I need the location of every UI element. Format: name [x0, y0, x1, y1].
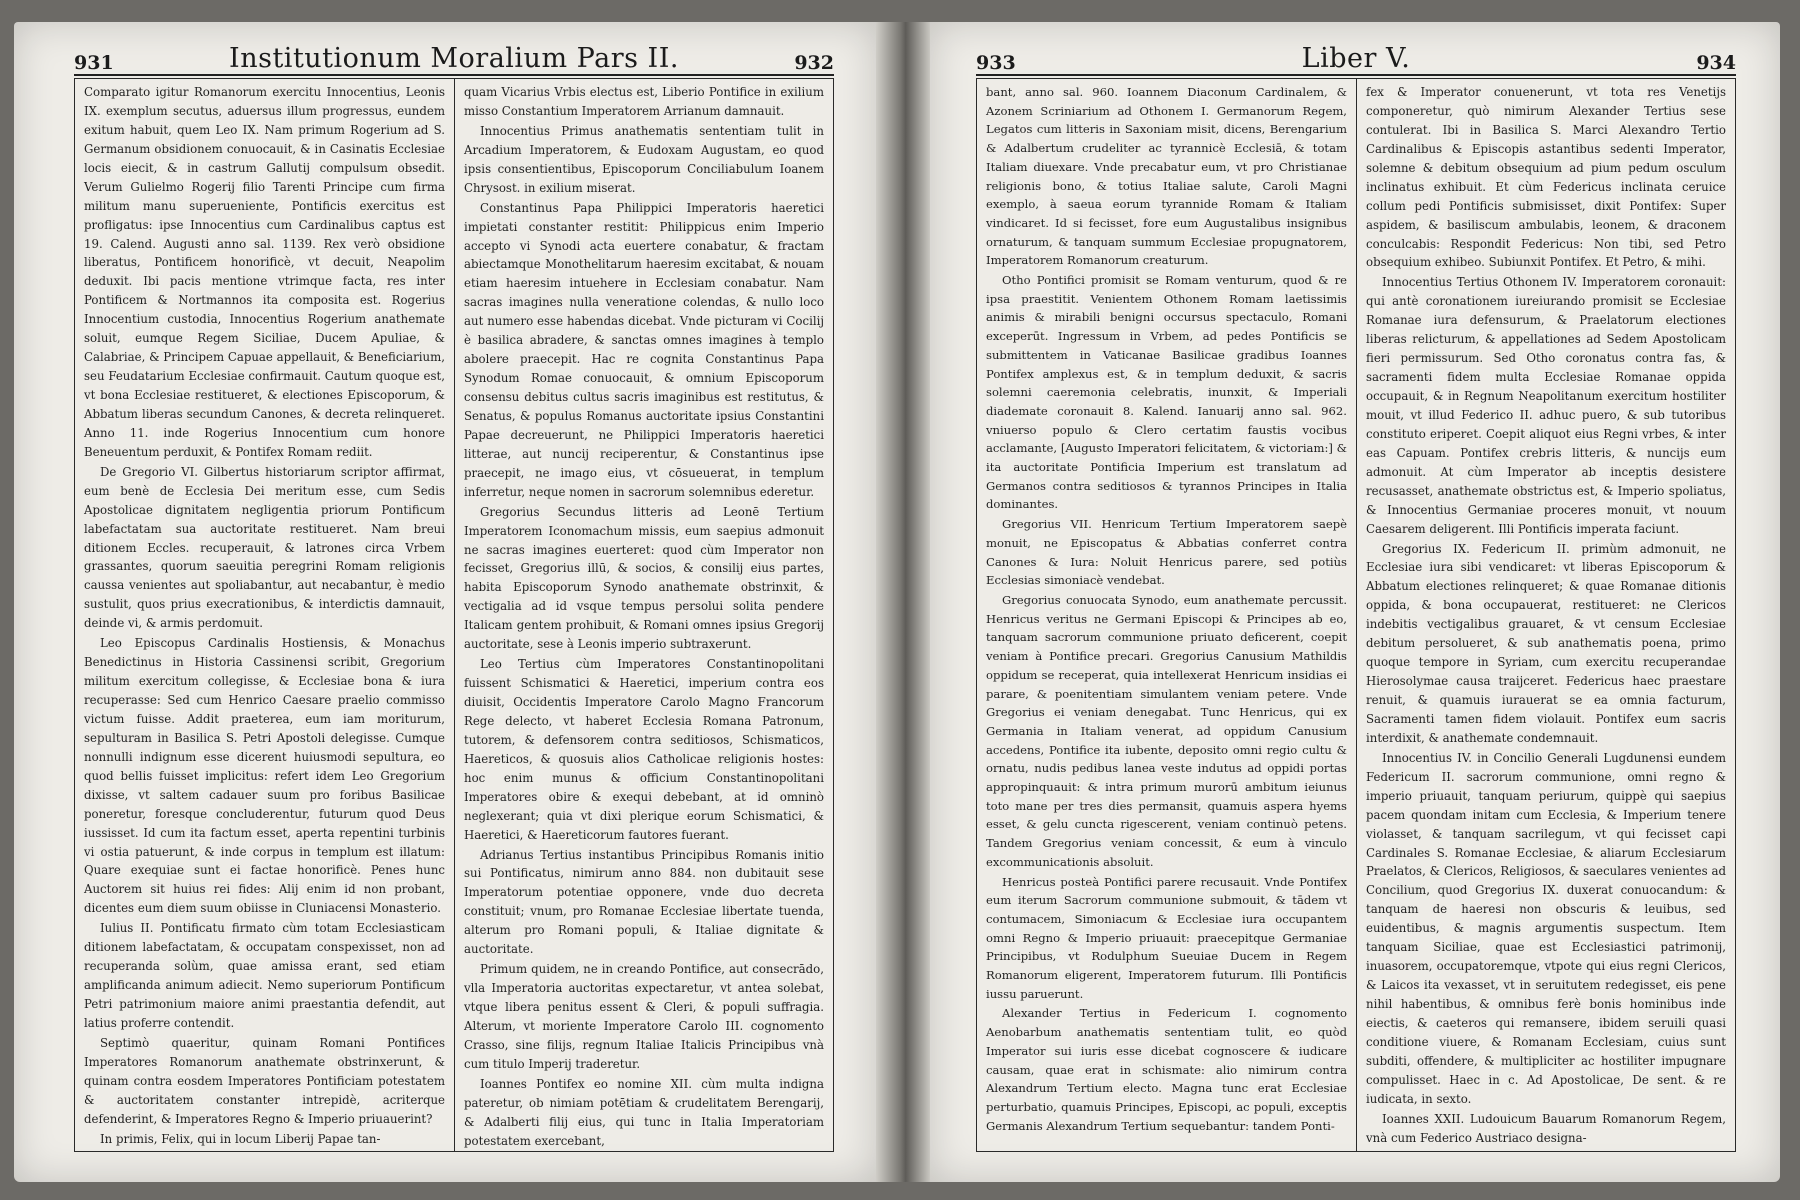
running-title: Institutionum Moralium Pars II.: [229, 43, 679, 74]
running-title: Liber V.: [1301, 43, 1411, 74]
paragraph: De Gregorio VI. Gilbertus historiarum scriptor affirmat, eum benè de Ecclesia Dei meritum esse, cum Sedis Apostolicae dignitatem negligentia priorum Pontificum labefactatam sua auctoritate restitueret. Nam breui ditionem Eccles. recuperauit, & latrones circa Vrbem grassantes, quorum saeuitia peregrini Romam religionis caussa venientes aut spoliabantur, aut necabantur, è medio sustulit, quos prius execrationibus, & interdictis damnauit, deinde vi, & armis perdomuit.: [84, 464, 445, 631]
page-number: 934: [1696, 52, 1736, 74]
text-frame: [976, 78, 1736, 1152]
paragraph: Innocentius IV. in Concilio Generali Lugdunensi eundem Federicum II. sacrorum communione, omni regno & imperio priuauit, tanquam periurum, quippè qui saepius pacem quondam initam cum Ecclesia, & Imperium tenere violasset, & tanquam sacrilegum, vt qui fecisset capi Cardinales S. Romanae Ecclesiae, & aliarum Ecclesiarum Praelatos, & Clericos, Religiosos, & saeculares venientes ad Concilium, quod Gregorius IX. duxerat conuocandum: & tanquam de haeresi non obscuris & leuibus, sed euidentibus, & magnis argumentis suspectum. Item tanquam Siciliae, quae est Ecclesiastici patrimonij, inuasorem, occupatoremque, vtpote qui eius regni Clericos, & Laicos ita vexasset, vt in seruitutem redegisset, eis pene nihil habentibus, & omnibus ferè bonis hominibus inde eiectis, & caeteros qui remansere, ibidem seruili quasi conditione viuere, & Romanam Ecclesiam, cuius sunt subditi, offendere, & multipliciter ac hostiliter impugnare compulisset. Haec in c. Ad Apostolicae, De sent. & re iudicata, in sexto.: [1366, 750, 1726, 1106]
paragraph: Septimò quaeritur, quinam Romani Pontifices Imperatores Romanorum anathemate obstrinxerunt, & quinam contra eosdem Imperatores Pontificiam potestatem & auctoritatem constanter intrepidè, acriterque defenderint, & Imperatores Regno & Imperio priuauerint?: [84, 1035, 445, 1126]
page-number: 931: [74, 52, 114, 74]
paragraph: bant, anno sal. 960. Ioannem Diaconum Cardinalem, & Azonem Scriniarium ad Othonem I. Germanorum Regem, Legatos cum litteris in Saxoniam misit, dicens, Berengarium & Adalbertum crudeliter ac tyrannicè Ecclesiā, & totam Italiam diuexare. Vnde precabatur eum, vt pro Christianae religionis bono, & totius Italiae salute, Caroli Magni exemplo, à saeua eorum tyrannide Romam & Italiam vindicaret. Id si fecisset, fore eum Augustalibus insignibus ornaturum, & tanquam summum Ecclesiae propugnatorem, Imperatorem Romanorum creaturum.: [986, 85, 1347, 268]
text-frame: [74, 78, 834, 1152]
paragraph: Innocentius Primus anathematis sententiam tulit in Arcadium Imperatorem, & Eudoxam Augustam, eo quod ipsis consentientibus, Episcoporum Conciliabulum Ioanem Chrysost. in exilium miserat.: [464, 123, 824, 195]
paragraph: Gregorius IX. Federicum II. primùm admonuit, ne Ecclesiae iura sibi vendicaret: vt liberas Episcoporum & Abbatum electiones relinqueret; & quae Romanae ditionis oppida, & bona occupauerat, restitueret: ne Clericos indebitis vectigalibus grauaret, & vt censum Ecclesiae debitum persolueret, & sub anathematis poena, primo quoque tempore in Syriam, cum exercitu recuperandae Hierosolymae causa traijceret. Federicus haec praestare renuit, & quamuis iurauerat se ea omnia facturum, Sacramenti tamen fidem violauit. Pontifex eum sacris interdixit, & anathemate condemnauit.: [1366, 541, 1726, 745]
page-header: [976, 40, 1736, 76]
text-column: [1356, 79, 1735, 1151]
paragraph: Gregorius conuocata Synodo, eum anathemate percussit. Henricus veritus ne Germani Episcopi & Principes ab eo, tanquam sacrorum communione priuato deficerent, coepit veniam à Pontifice precari. Gregorius Canusium Mathildis oppidum se receperat, quia intellexerat Henricum insidias ei parare, & poenitentiam simulantem veniam petere. Vnde Gregorius ei veniam denegabat. Tunc Henricus, qui ex Germania in Italiam venerat, ad oppidum Canusium accedens, Pontifice ita iubente, deposito omni regio cultu & ornatu, nudis pedibus lanea veste indutus ad oppidi portas appropinquauit: & intra primum murorū ambitum ieiunus toto mane per tres dies permansit, quamuis aspera hyems esset, & gelu cuncta rigescerent, veniam continuò petens. Tandem Gregorius veniam concessit, & eum à vinculo excommunicationis absoluit.: [986, 592, 1347, 869]
paragraph: Leo Tertius cùm Imperatores Constantinopolitani fuissent Schismatici & Haeretici, imperium contra eos diuisit, Occidentis Imperatore Carolo Magno Francorum Rege delecto, vt haberet Ecclesia Romana Patronum, tutorem, & defensorem contra seditiosos, Schismaticos, Haereticos, & quosuis alios Catholicae religionis hostes: hoc enim munus & officium Constantinopolitani Imperatores obire & exequi debebant, at id omninò neglexerant; quia vt dixi plerique eorum Schismatici, & Haeretici, & Haereticorum fautores fuerant.: [464, 657, 824, 842]
paragraph: fex & Imperator conuenerunt, vt tota res Venetijs componeretur, quò nimirum Alexander Tertius sese contulerat. Ibi in Basilica S. Marci Alexandro Tertio Cardinalibus & Episcopis astantibus sedenti Imperator, solemne & debitum obsequium ad pium pedum osculum inclinatus exhibuit. Et cùm Federicus inclinata ceruice collum pedi Pontificis submisisset, dixit Pontifex: Super aspidem, & basiliscum ambulabis, leonem, & draconem conculcabis: Respondit Federicus: Non tibi, sed Petro obsequium exhibeo. Subiunxit Pontifex. Et Petro, & mihi.: [1366, 85, 1726, 270]
paragraph: Innocentius Tertius Othonem IV. Imperatorem coronauit: qui antè coronationem iureiurando promisit se Ecclesiae Romanae iura defensurum, & Praelatorum electiones liberas relicturum, & appellationes ad Sedem Apostolicam fieri permissurum. Sed Otho coronatus contra fas, & sacramenti fidem multa Ecclesiae Romanae oppida occupauit, & in Regnum Neapolitanum exercitum hostiliter mouit, vt illud Federico II. adhuc puero, & sub tutoribus constituto eriperet. Coepit aliquot eius Regni vrbes, & inter eas Capuam. Pontifex crebris litteris, & nuncijs eum admonuit. At cùm Imperator ab inceptis desistere recusasset, anathemate obstrictus est, & Imperio spoliatus, & Innocentius Germaniae proceres monuit, vt nouum Caesarem deligerent. Illi Pontificis imperata faciunt.: [1366, 275, 1726, 536]
paragraph: quam Vicarius Vrbis electus est, Liberio Pontifice in exilium misso Constantium Imperatorem Arrianum damnauit.: [464, 85, 824, 118]
paragraph: Adrianus Tertius instantibus Principibus Romanis initio sui Pontificatus, nimirum anno 884. non dubitauit sese Imperatorum potentiae opponere, vnde duo decreta constituit; vnum, pro Romanae Ecclesiae libertate tuenda, alterum pro Romani populi, & Italiae dignitate & auctoritate.: [464, 847, 824, 957]
page-header: [74, 40, 834, 76]
paragraph: In primis, Felix, qui in locum Liberij Papae tan-: [100, 1131, 381, 1146]
paragraph: Ioannes XXII. Ludouicum Bauarum Romanorum Regem, vnà cum Federico Austriaco designa-: [1366, 1111, 1726, 1145]
page-number: 933: [976, 52, 1016, 74]
right-page: [930, 22, 1780, 1182]
text-column: [454, 79, 833, 1151]
text-column: [75, 79, 454, 1151]
paragraph: Ioannes Pontifex eo nomine XII. cùm multa indigna pateretur, ob nimiam potētiam & crudelitatem Berengarij, & Adalberti filij eius, qui tunc in Italia Imperatoriam potestatem exercebant,: [464, 1076, 824, 1148]
paragraph: Gregorius VII. Henricum Tertium Imperatorem saepè monuit, ne Episcopatus & Abbatias conferret contra Canones & Iura: Noluit Henricus parere, sed potiùs Ecclesias simoniacè vendebat.: [986, 517, 1347, 588]
paragraph: Alexander Tertius in Federicum I. cognomento Aenobarbum anathematis sententiam tulit, eo quòd Imperator sui iuris esse dicebat cognoscere & iudicare causam, quae erat in schismate: alio nimirum contra Alexandrum Tertium electo. Magna tunc erat Ecclesiae perturbatio, quamuis Principes, Episcopi, ac populi, exceptis Germanis Alexandrum Tertium sequebantur: tandem Ponti-: [986, 1006, 1347, 1133]
paragraph: Primum quidem, ne in creando Pontifice, aut consecrādo, vlla Imperatoria auctoritas expectaretur, vt antea solebat, vtque libera penitus essent & Cleri, & populi suffragia. Alterum, vt moriente Imperatore Carolo III. cognomento Crasso, sine filijs, regnum Italiae Italicis Principibus vnà cum titulo Imperij traderetur.: [464, 962, 824, 1071]
paragraph: Iulius II. Pontificatu firmato cùm totam Ecclesiasticam ditionem labefactatam, & occupatam conspexisset, non ad recuperanda solùm, quae amissa erant, sed etiam amplificanda animum adiecit. Nemo superiorum Pontificum Petri patrimonium maiore animi praestantia defendit, aut latius proferre contendit.: [84, 921, 445, 1030]
paragraph: Gregorius Secundus litteris ad Leonē Tertium Imperatorem Iconomachum missis, eum saepius admonuit ne sacras imagines euerteret: quod cùm Imperator non fecisset, Gregorius illū, & socios, & consilij eius partes, habita Episcoporum Synodo anathemate obstrinxit, & vectigalia ad id vsque tempus persolui solita pendere Italicam gentem prohibuit, & Romani omnes ipsius Gregorij auctoritate, sese à Leonis imperio subtraxerunt.: [464, 504, 824, 652]
text-column: [977, 79, 1356, 1151]
paragraph: Henricus posteà Pontifici parere recusauit. Vnde Pontifex eum iterum Sacrorum communione submouit, & tādem vt contumacem, Simoniacum & Ecclesiae iura occupantem omni Regno & Imperio priuauit: praecepitque Germaniae Principibus, vt Rodulphum Sueuiae Ducem in Regem Romanorum eligerent, Imperatorem futurum. Illi Pontificis iussu paruerunt.: [986, 874, 1347, 1001]
page-number: 932: [794, 52, 834, 74]
paragraph: Leo Episcopus Cardinalis Hostiensis, & Monachus Benedictinus in Historia Cassinensi scribit, Gregorium militum exercitum collegisse, & Ecclesiae bona & iura recuperasse: Sed cum Henrico Caesare praelio commisso victum fuisse. Addit praeterea, eum iam moriturum, sepulturam in Basilica S. Petri Apostoli delegisse. Cumque nonnulli indignum esse dicerent huiusmodi sepultura, eo quod bellis fuisset implicitus: refert idem Leo Gregorium dixisse, vt saltem cadauer suum pro foribus Basilicae poneretur, foresque concluderentur, futurum quod Deus iussisset. Id cum ita factum esset, aperta repentini turbinis vi ostia patuerunt, & inde corpus in templum est illatum: Quare exequiae sunt ei factae honorificè. Penes hunc Auctorem sit huius rei fides: Alij enim id non probant, dicentes eum diem suum obiisse in Cluniacensi Monasterio.: [84, 636, 445, 916]
book-gutter: [876, 22, 930, 1182]
paragraph: Comparato igitur Romanorum exercitu Innocentius, Leonis IX. exemplum secutus, aduersus illum progressus, eundem exitum habuit, quem Leo IX. Nam primum Rogerium ad S. Germanum obsidionem conuocauit, & in Casinatis Ecclesiae locis eiecit, & in castrum Gallutij compulsum obsedit. Verum Gulielmo Rogerij filio Tarenti Principe cum firma militum manu superueniente, Pontificis exercitus est profligatus: ipse Innocentius cum Cardinalibus captus est 19. Calend. Augusti anno sal. 1139. Rex verò obsidione liberatus, Pontificem honorificè, vt decuit, Neapolim deduxit. Ibi pacis mentione vtrimque facta, res inter Pontificem & Nortmannos ita composita est. Rogerius Innocentium custodia, Innocentius Rogerium anathemate soluit, eumque Regem Siciliae, Ducem Apuliae, & Calabriae, & Principem Capuae appellauit, & Beneficiarium, seu Feudatarium Ecclesiae confirmauit. Cautum quoque est, vt bona Ecclesiae restitueret, & electiones Episcoporum, & Abbatum liberas secundum Canones, & decreta relinqueret. Anno 11. inde Rogerius Innocentium cum honore Beneuentum perduxit, & Pontifex Romam rediit.: [84, 85, 445, 459]
left-page: [14, 22, 876, 1182]
paragraph: Otho Pontifici promisit se Romam venturum, quod & re ipsa praestitit. Venientem Othonem Romam laetissimis animis & mirabili benigni occursus spectaculo, Romani exceperūt. Ingressum in Vrbem, ad pedes Pontificis se submittentem in Vaticanae Basilicae gradibus Ioannes Pontifex amplexus est, & in templum deduxit, & sacris solemni caeremonia celebratis, inunxit, & Imperiali diademate coronauit 8. Kalend. Ianuarij anno sal. 962. vniuerso populo & Clero certatim faustis vocibus acclamante, [Augusto Imperatori felicitatem, & victoriam:] & ita auctoritate Pontificia Imperium est translatum ad Germanos contra seditiosos & tyrannos Principes in Italia dominantes.: [986, 273, 1347, 512]
paragraph: Constantinus Papa Philippici Imperatoris haeretici impietati constanter restitit: Philippicus enim Imperio accepto vi Synodi acta euertere conabatur, & fractam abiectamque Monothelitarum haeresim excitabat, & nouam etiam haeresim intuehere in Ecclesiam conabatur. Nam sacras imagines nulla veneratione colendas, & nullo loco aut numero esse habendas dicebat. Vnde picturam vi Cocilij è basilica abradere, & sanctas omnes imagines à templo abolere praecepit. Hac re cognita Constantinus Papa Synodum Romae conuocauit, & omnium Episcoporum consensu debitus cultus sacris imaginibus est restitutus, & Senatus, & populus Romanus auctoritate ipsius Constantini Papae decreuerunt, ne Philippici Imperatoris haeretici litterae, aut nuncij reciperentur, & Constantinus ipse praecepit, ne imago eius, vt cōsueuerat, in templum inferretur, neque nomen in sacrorum solemnibus ederetur.: [464, 200, 824, 499]
